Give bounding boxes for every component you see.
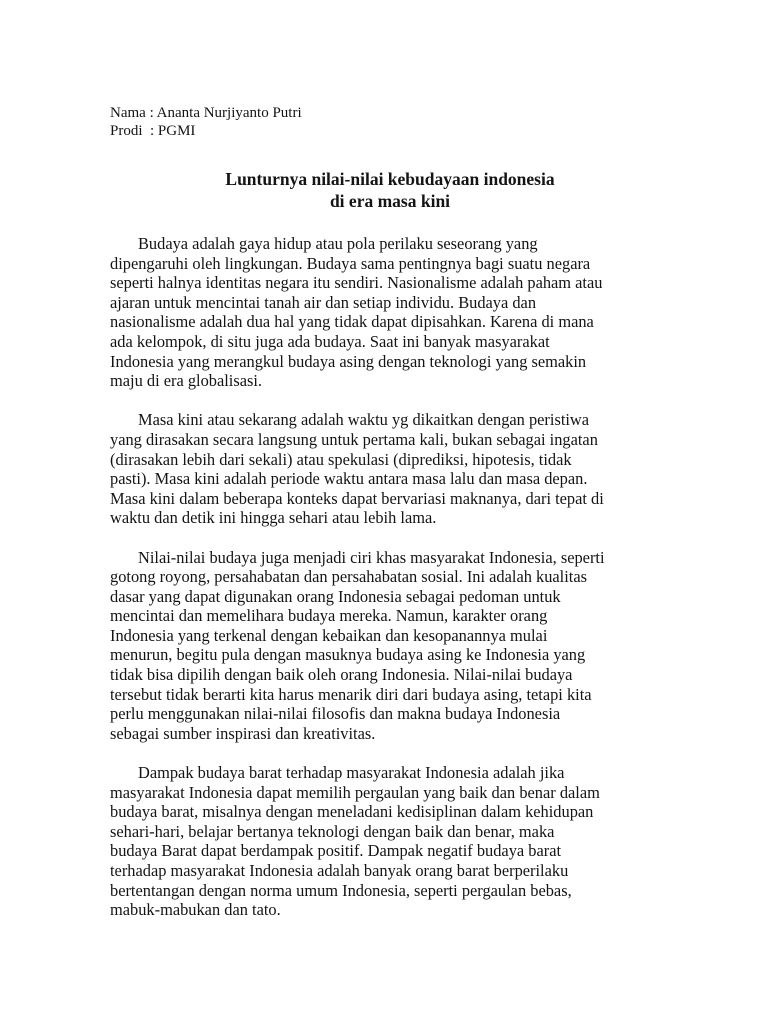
- paragraph-line: Masa kini atau sekarang adalah waktu yg dikaitkan dengan peristiwa: [138, 410, 590, 430]
- study-program: Prodi : PGMI: [110, 123, 196, 139]
- paragraph-line: bertentangan dengan norma umum Indonesia, seperti pergaulan bebas,: [110, 880, 572, 900]
- paragraph-line: Indonesia yang terkenal dengan kebaikan dan kesopanannya mulai: [110, 625, 548, 645]
- paragraph-line: yang dirasakan secara langsung untuk pertama kali, bukan sebagai ingatan: [110, 429, 598, 449]
- paragraph-line: budaya barat, misalnya dengan meneladani kedisiplinan dalam kehidupan: [110, 802, 594, 822]
- paragraph-3: [110, 548, 670, 744]
- paragraph-line: (dirasakan lebih dari sekali) atau spekulasi (diprediksi, hipotesis, tidak: [110, 449, 572, 469]
- paragraph-4: [110, 763, 670, 920]
- document-title: [110, 168, 670, 212]
- paragraph-line: ada kelompok, di situ juga ada budaya. Saat ini banyak masyarakat: [110, 331, 550, 351]
- paragraph-line: Masa kini dalam beberapa konteks dapat bervariasi maknanya, dari tepat di: [110, 488, 604, 508]
- paragraph-1: [110, 234, 670, 391]
- paragraph-line: Indonesia yang merangkul budaya asing dengan teknologi yang semakin: [110, 351, 587, 371]
- paragraph-line: tidak bisa dipilih dengan baik oleh orang Indonesia. Nilai-nilai budaya: [110, 665, 573, 685]
- document-page: [110, 104, 670, 939]
- paragraph-line: dasar yang dapat digunakan orang Indonesia sebagai pedoman untuk: [110, 586, 561, 606]
- paragraph-line: masyarakat Indonesia dapat memilih pergaulan yang baik dan benar dalam: [110, 782, 600, 802]
- paragraph-line: mencintai dan memelihara budaya mereka. Namun, karakter orang: [110, 606, 548, 626]
- paragraph-line: nasionalisme adalah dua hal yang tidak dapat dipisahkan. Karena di mana: [110, 312, 594, 332]
- paragraph-line: mabuk-mabukan dan tato.: [110, 900, 281, 920]
- paragraph-line: Budaya adalah gaya hidup atau pola perilaku seseorang yang: [138, 234, 538, 253]
- paragraph-line: terhadap masyarakat Indonesia adalah banyak orang barat berperilaku: [110, 861, 569, 880]
- paragraph-line: waktu dan detik ini hingga sehari atau lebih lama.: [110, 508, 437, 528]
- paragraph-line: pasti). Masa kini adalah periode waktu antara masa lalu dan masa depan.: [110, 469, 588, 489]
- paragraph-line: ajaran untuk mencintai tanah air dan setiap individu. Budaya dan: [110, 292, 537, 312]
- document-body: [110, 234, 670, 920]
- paragraph-line: dipengaruhi oleh lingkungan. Budaya sama pentingnya bagi suatu negara: [110, 253, 591, 273]
- paragraph-line: budaya Barat dapat berdampak positif. Dampak negatif budaya barat: [110, 841, 562, 861]
- paragraph-line: perlu menggunakan nilai-nilai filosofis dan makna budaya Indonesia: [110, 704, 561, 724]
- paragraph-2: [110, 410, 670, 528]
- paragraph-line: maju di era globalisasi.: [110, 371, 263, 391]
- paragraph-line: Nilai-nilai budaya juga menjadi ciri khas masyarakat Indonesia, seperti: [138, 547, 605, 567]
- paragraph-line: sebagai sumber inspirasi dan kreativitas.: [110, 723, 376, 743]
- paragraph-line: sehari-hari, belajar bertanya teknologi dengan baik dan benar, maka: [110, 821, 555, 841]
- paragraph-line: gotong royong, persahabatan dan persahabatan sosial. Ini adalah kualitas: [110, 567, 587, 587]
- paragraph-line: Dampak budaya barat terhadap masyarakat Indonesia adalah jika: [138, 763, 565, 783]
- title-line-2: di era masa kini: [329, 191, 451, 211]
- title-line-1: Lunturnya nilai-nilai kebudayaan indonesia: [225, 169, 555, 189]
- paragraph-line: tersebut tidak berarti kita harus menarik diri dari budaya asing, tetapi kita: [110, 684, 592, 704]
- paragraph-line: seperti halnya identitas negara itu sendiri. Nasionalisme adalah paham atau: [110, 273, 603, 293]
- author-name: Nama : Ananta Nurjiyanto Putri: [110, 105, 302, 121]
- paragraph-line: menurun, begitu pula dengan masuknya budaya asing ke Indonesia yang: [110, 645, 586, 665]
